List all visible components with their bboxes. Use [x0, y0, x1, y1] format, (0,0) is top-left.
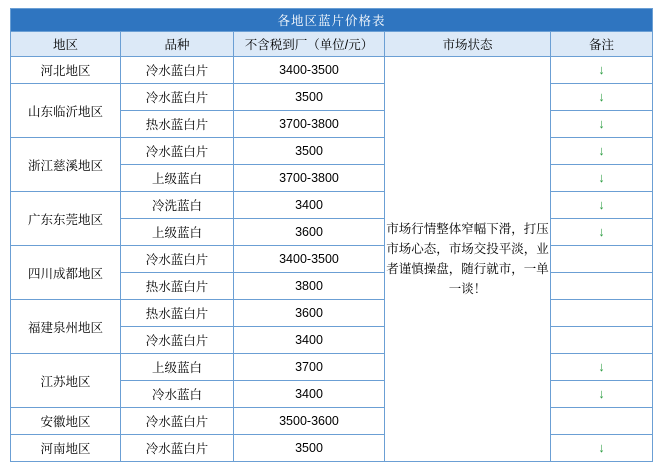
- note-cell: [551, 192, 653, 219]
- market-status-cell: 市场行情整体窄幅下滑，打压市场心态，市场交投平淡，业者谨慎操盘，随行就市，一单一谈！: [385, 57, 551, 462]
- note-cell: [551, 327, 653, 354]
- note-cell: [551, 273, 653, 300]
- arrow-down-icon: ↓: [598, 62, 605, 77]
- region-cell: 山东临沂地区: [11, 84, 121, 138]
- region-cell: 福建泉州地区: [11, 300, 121, 354]
- table-row: [11, 408, 653, 435]
- price-cell: 3500: [234, 138, 385, 165]
- note-cell: [551, 381, 653, 408]
- note-cell: [551, 111, 653, 138]
- column-header-4: 备注: [551, 32, 653, 57]
- region-cell: 广东东莞地区: [11, 192, 121, 246]
- price-cell: 3700: [234, 354, 385, 381]
- price-cell: 3400: [234, 327, 385, 354]
- table-row: [11, 57, 653, 84]
- table-title: 各地区蓝片价格表: [11, 9, 653, 32]
- variety-cell: 冷水蓝白片: [121, 246, 234, 273]
- price-cell: 3500: [234, 84, 385, 111]
- arrow-down-icon: ↓: [598, 143, 605, 158]
- variety-cell: 冷水蓝白片: [121, 138, 234, 165]
- price-cell: 3700-3800: [234, 165, 385, 192]
- note-cell: [551, 57, 653, 84]
- note-cell: [551, 219, 653, 246]
- note-cell: [551, 354, 653, 381]
- note-cell: [551, 408, 653, 435]
- note-cell: [551, 138, 653, 165]
- variety-cell: 上级蓝白: [121, 219, 234, 246]
- variety-cell: 冷洗蓝白: [121, 192, 234, 219]
- variety-cell: 上级蓝白: [121, 354, 234, 381]
- price-cell: 3600: [234, 219, 385, 246]
- arrow-down-icon: ↓: [598, 440, 605, 455]
- note-cell: [551, 300, 653, 327]
- variety-cell: 冷水蓝白片: [121, 57, 234, 84]
- arrow-down-icon: ↓: [598, 359, 605, 374]
- variety-cell: 上级蓝白: [121, 165, 234, 192]
- variety-cell: 热水蓝白片: [121, 111, 234, 138]
- variety-cell: 热水蓝白片: [121, 273, 234, 300]
- region-cell: 江苏地区: [11, 354, 121, 408]
- table-row: [11, 192, 653, 219]
- table-header-row: [11, 32, 653, 57]
- region-cell: 河北地区: [11, 57, 121, 84]
- price-cell: 3600: [234, 300, 385, 327]
- table-row: [11, 246, 653, 273]
- note-cell: [551, 165, 653, 192]
- region-cell: 浙江慈溪地区: [11, 138, 121, 192]
- column-header-0: 地区: [11, 32, 121, 57]
- note-cell: [551, 246, 653, 273]
- arrow-down-icon: ↓: [598, 116, 605, 131]
- column-header-1: 品种: [121, 32, 234, 57]
- arrow-down-icon: ↓: [598, 170, 605, 185]
- table-row: [11, 84, 653, 111]
- arrow-down-icon: ↓: [598, 224, 605, 239]
- price-cell: 3400-3500: [234, 246, 385, 273]
- column-header-2: 不含税到厂（单位/元）: [234, 32, 385, 57]
- price-cell: 3500: [234, 435, 385, 462]
- note-cell: [551, 84, 653, 111]
- variety-cell: 冷水蓝白: [121, 381, 234, 408]
- arrow-down-icon: ↓: [598, 386, 605, 401]
- table-row: [11, 300, 653, 327]
- arrow-down-icon: ↓: [598, 89, 605, 104]
- note-cell: [551, 435, 653, 462]
- variety-cell: 热水蓝白片: [121, 300, 234, 327]
- column-header-3: 市场状态: [385, 32, 551, 57]
- region-cell: 河南地区: [11, 435, 121, 462]
- price-cell: 3800: [234, 273, 385, 300]
- variety-cell: 冷水蓝白片: [121, 408, 234, 435]
- variety-cell: 冷水蓝白片: [121, 327, 234, 354]
- table-title-row: [11, 9, 653, 32]
- region-cell: 四川成都地区: [11, 246, 121, 300]
- arrow-down-icon: ↓: [598, 197, 605, 212]
- variety-cell: 冷水蓝白片: [121, 435, 234, 462]
- table-row: [11, 435, 653, 462]
- price-cell: 3400: [234, 381, 385, 408]
- price-cell: 3400: [234, 192, 385, 219]
- variety-cell: 冷水蓝白片: [121, 84, 234, 111]
- price-cell: 3500-3600: [234, 408, 385, 435]
- region-cell: 安徽地区: [11, 408, 121, 435]
- price-table: [10, 8, 653, 462]
- price-cell: 3700-3800: [234, 111, 385, 138]
- table-row: [11, 354, 653, 381]
- price-cell: 3400-3500: [234, 57, 385, 84]
- table-row: [11, 138, 653, 165]
